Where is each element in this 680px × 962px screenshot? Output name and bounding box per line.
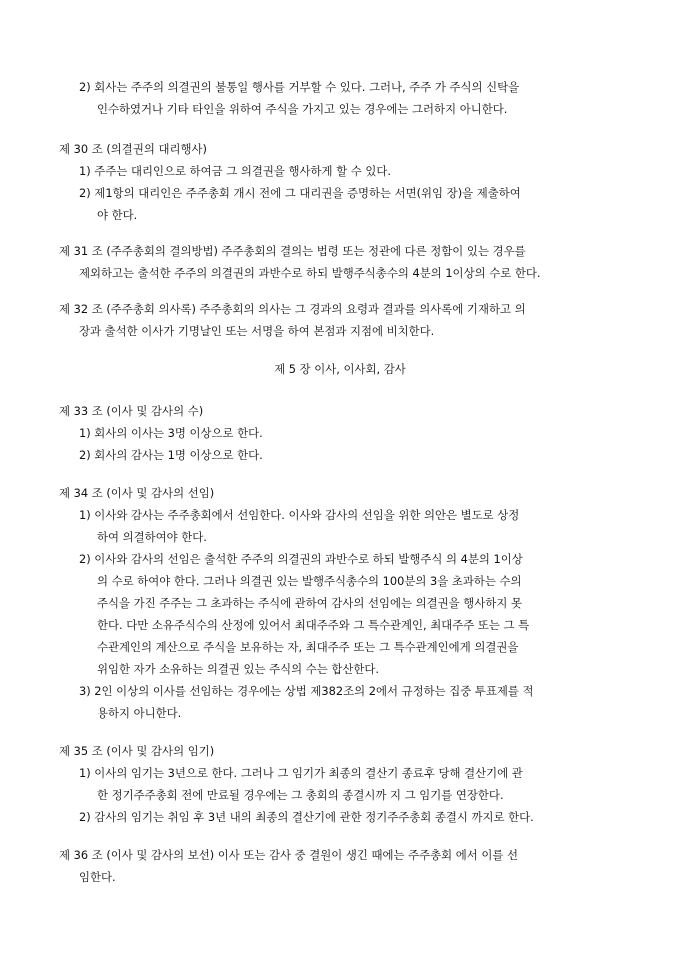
article-30-clause-1: 1) 주주는 대리인으로 하여금 그 의결권을 행사하게 할 수 있다. xyxy=(79,164,391,178)
article-30-clause-2-line-2: 야 한다. xyxy=(97,208,138,222)
article-34-clause-2-line-5: 수관계인의 계산으로 주식을 보유하는 자, 최대주주 또는 그 특수관계인에게 의결권을 xyxy=(97,640,519,654)
article-30-clause-2-line-1: 2) 제1항의 대리인은 주주총회 개시 전에 그 대리권을 증명하는 서면(위임 장)을 제출하여 xyxy=(79,186,521,200)
article-35-heading: 제 35 조 (이사 및 감사의 임기) xyxy=(59,744,215,758)
article-36-line-1: 제 36 조 (이사 및 감사의 보선) 이사 또는 감사 중 결원이 생긴 때에는 주주총회 에서 이를 선 xyxy=(59,848,519,862)
article-30-heading: 제 30 조 (의결권의 대리행사) xyxy=(59,142,207,156)
article-34-heading: 제 34 조 (이사 및 감사의 선임) xyxy=(59,486,215,500)
article-31-line-1: 제 31 조 (주주총회의 결의방법) 주주총회의 결의는 법령 또는 정관에 다른 정함이 있는 경우를 xyxy=(59,244,526,258)
article-29-clause-2-line-2: 인수하였거나 기타 타인을 위하여 주식을 가지고 있는 경우에는 그러하지 아니한다. xyxy=(97,102,508,116)
article-36-line-2: 임한다. xyxy=(79,870,116,884)
article-33-clause-2: 2) 회사의 감사는 1명 이상으로 한다. xyxy=(79,448,263,462)
article-32-line-2: 장과 출석한 이사가 기명날인 또는 서명을 하여 본점과 지점에 비치한다. xyxy=(79,324,435,338)
article-33-clause-1: 1) 회사의 이사는 3명 이상으로 한다. xyxy=(79,426,263,440)
article-33-heading: 제 33 조 (이사 및 감사의 수) xyxy=(59,404,204,418)
article-34-clause-2-line-6: 위임한 자가 소유하는 의결권 있는 주식의 수는 합산한다. xyxy=(97,662,380,676)
article-32-line-1: 제 32 조 (주주총회 의사록) 주주총회의 의사는 그 경과의 요령과 결과를 의사록에 기재하고 의 xyxy=(59,302,526,316)
chapter-5-heading: 제 5 장 이사, 이사회, 감사 xyxy=(274,362,406,376)
article-31-line-2: 제외하고는 출석한 주주의 의결권의 과반수로 하되 발행주식총수의 4분의 1이상의 수로 한다. xyxy=(79,266,541,280)
article-34-clause-3-line-1: 3) 2인 이상의 이사를 선임하는 경우에는 상법 제382조의 2에서 규정하는 집중 투표제를 적 xyxy=(79,684,534,698)
article-34-clause-3-line-2: 용하지 아니한다. xyxy=(97,706,182,720)
article-34-clause-1-line-2: 하여 의결하여야 한다. xyxy=(97,530,207,544)
article-35-clause-1-line-2: 한 정기주주총회 전에 만료될 경우에는 그 총회의 종결시까 지 그 임기를 연장한다. xyxy=(97,788,504,802)
article-34-clause-2-line-4: 한다. 다만 소유주식수의 산정에 있어서 최대주주와 그 특수관계인, 최대주주 또는 그 특 xyxy=(97,618,530,632)
article-35-clause-1-line-1: 1) 이사의 임기는 3년으로 한다. 그러나 그 임기가 최종의 결산기 종료후 당해 결산기에 관 xyxy=(79,766,523,780)
article-29-clause-2-line-1: 2) 회사는 주주의 의결권의 불통일 행사를 거부할 수 있다. 그러나, 주주 가 주식의 신탁을 xyxy=(79,80,520,94)
article-34-clause-2-line-2: 의 수로 하여야 한다. 그러나 의결권 있는 발행주식총수의 100분의 3을 초과하는 수의 xyxy=(97,574,522,588)
article-34-clause-1-line-1: 1) 이사와 감사는 주주총회에서 선임한다. 이사와 감사의 선임을 위한 의안은 별도로 상정 xyxy=(79,508,520,522)
article-35-clause-2: 2) 감사의 임기는 취임 후 3년 내의 최종의 결산기에 관한 정기주주총회 종결시 까지로 한다. xyxy=(79,810,534,824)
article-34-clause-2-line-1: 2) 이사와 감사의 선임은 출석한 주주의 의결권의 과반수로 하되 발행주식 의 4분의 1이상 xyxy=(79,552,523,566)
article-34-clause-2-line-3: 주식을 가진 주주는 그 초과하는 주식에 관하여 감사의 선임에는 의결권을 행사하지 못 xyxy=(97,596,522,610)
